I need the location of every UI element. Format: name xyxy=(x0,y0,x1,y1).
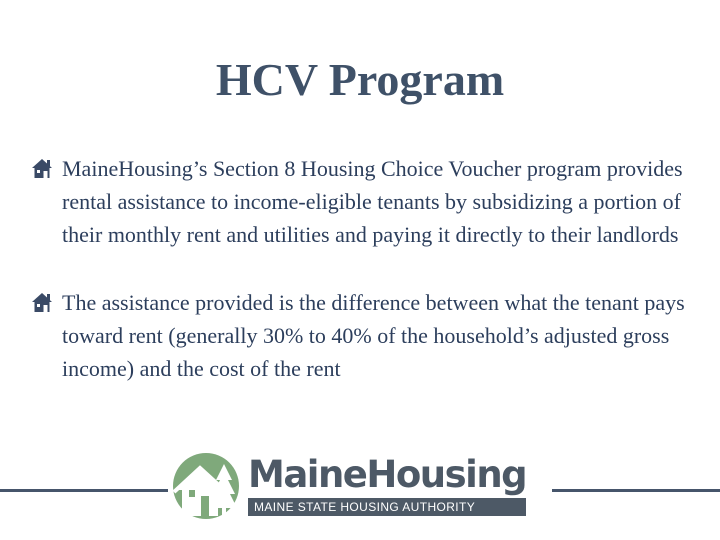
house-icon xyxy=(30,290,54,314)
bullet-item xyxy=(30,286,690,385)
house-tree-logo-icon xyxy=(168,450,244,520)
logo-subtitle: MAINE STATE HOUSING AUTHORITY xyxy=(248,498,526,516)
bullet-text: MaineHousing’s Section 8 Housing Choice Voucher program provides rental assistance to income-eligible tenants by subsidizing a portion of their monthly rent and utilities and paying it directly to their landlords xyxy=(62,156,683,247)
bullet-list xyxy=(30,152,690,385)
house-icon xyxy=(30,156,54,180)
bullet-text: The assistance provided is the difference between what the tenant pays toward rent (generally 30% to 40% of the household’s adjusted gross income) and the cost of the rent xyxy=(62,290,685,381)
mainehousing-logo xyxy=(168,449,552,521)
logo-text-group xyxy=(248,454,526,516)
logo-name: MaineHousing xyxy=(248,453,527,496)
bullet-item xyxy=(30,152,690,251)
slide-title: HCV Program xyxy=(215,54,505,105)
